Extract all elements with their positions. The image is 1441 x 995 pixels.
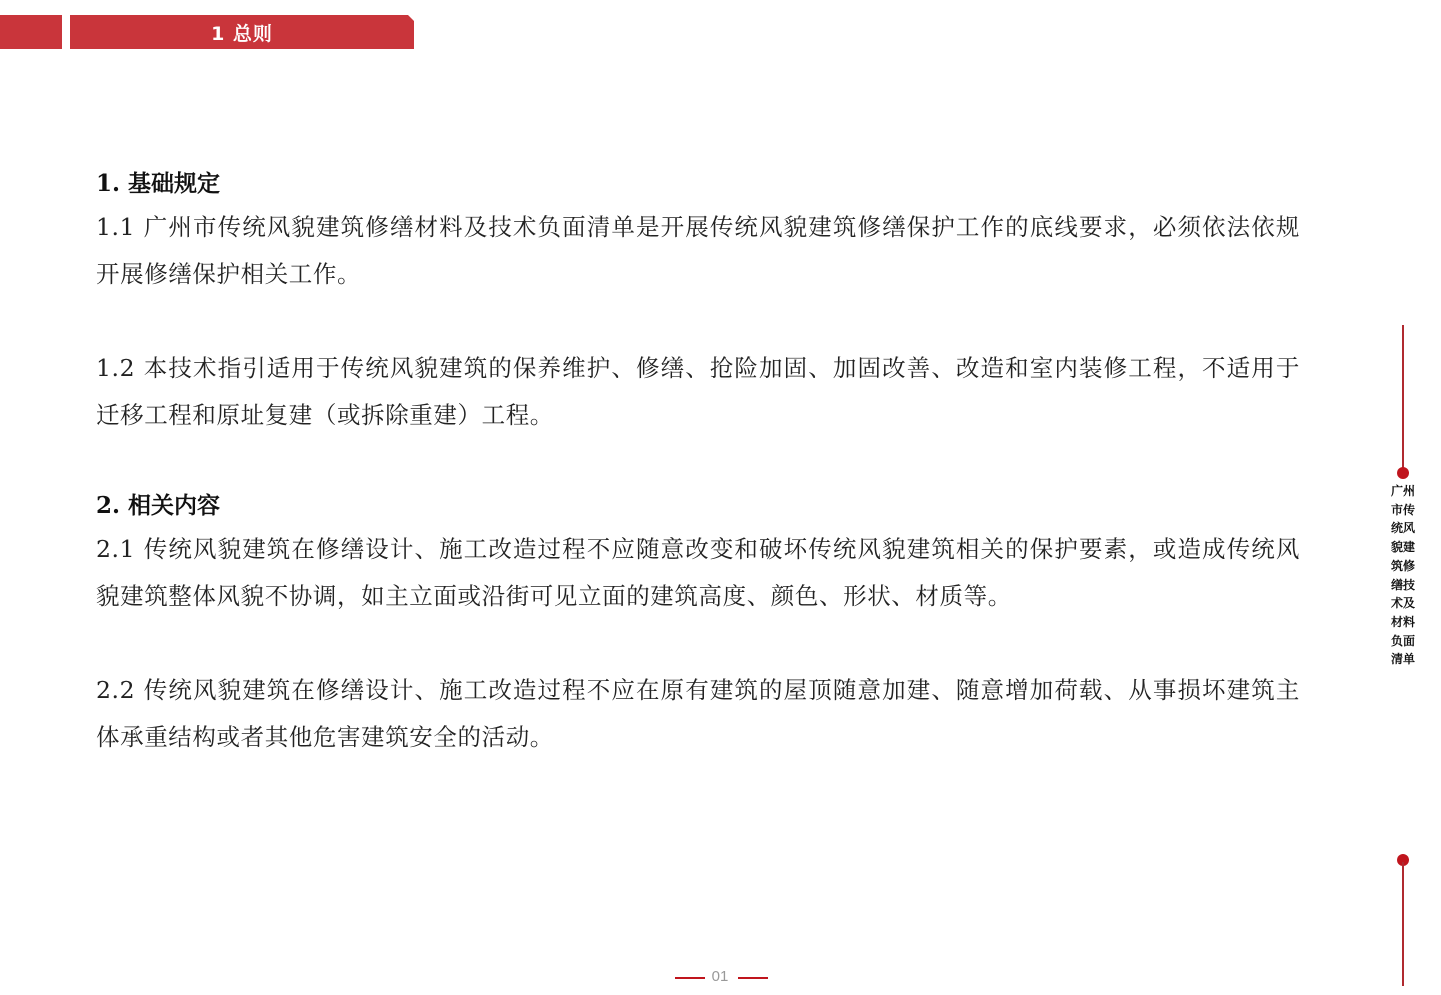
sidebar-document-title: 广州市传统风貌建筑修缮技术及材料负面清单 <box>1391 484 1416 667</box>
paragraph: 1.1 广州市传统风貌建筑修缮材料及技术负面清单是开展传统风貌建筑修缮保护工作的底线要求，必须依法依规开展修缮保护相关工作。 <box>96 213 1300 288</box>
main-content <box>96 164 1300 761</box>
paragraph: 2.1 传统风貌建筑在修缮设计、施工改造过程不应随意改变和破坏传统风貌建筑相关的保护要素，或造成传统风貌建筑整体风貌不协调，如主立面或沿街可见立面的建筑高度、颜色、形状、材质等。 <box>96 535 1300 610</box>
sidebar-dot-icon <box>1397 467 1409 479</box>
spacer <box>96 439 1300 486</box>
paragraph: 2.2 传统风貌建筑在修缮设计、施工改造过程不应在原有建筑的屋顶随意加建、随意增加荷载、从事损坏建筑主体承重结构或者其他危害建筑安全的活动。 <box>96 676 1300 751</box>
sidebar-rule-top <box>1402 325 1404 473</box>
sidebar-rule-bottom <box>1402 862 1404 986</box>
footer-rule-left <box>675 977 705 979</box>
page-number: 01 <box>711 968 729 985</box>
spacer <box>96 620 1300 667</box>
header-accent-block <box>0 15 62 49</box>
paragraph: 1.2 本技术指引适用于传统风貌建筑的保养维护、修缮、抢险加固、加固改善、改造和室内装修工程，不适用于迁移工程和原址复建（或拆除重建）工程。 <box>96 354 1300 429</box>
footer-rule-right <box>738 977 768 979</box>
chapter-title: 1 总则 <box>211 22 273 45</box>
section-heading: 2. 相关内容 <box>96 492 221 519</box>
section-heading: 1. 基础规定 <box>96 170 221 197</box>
spacer <box>96 298 1300 345</box>
